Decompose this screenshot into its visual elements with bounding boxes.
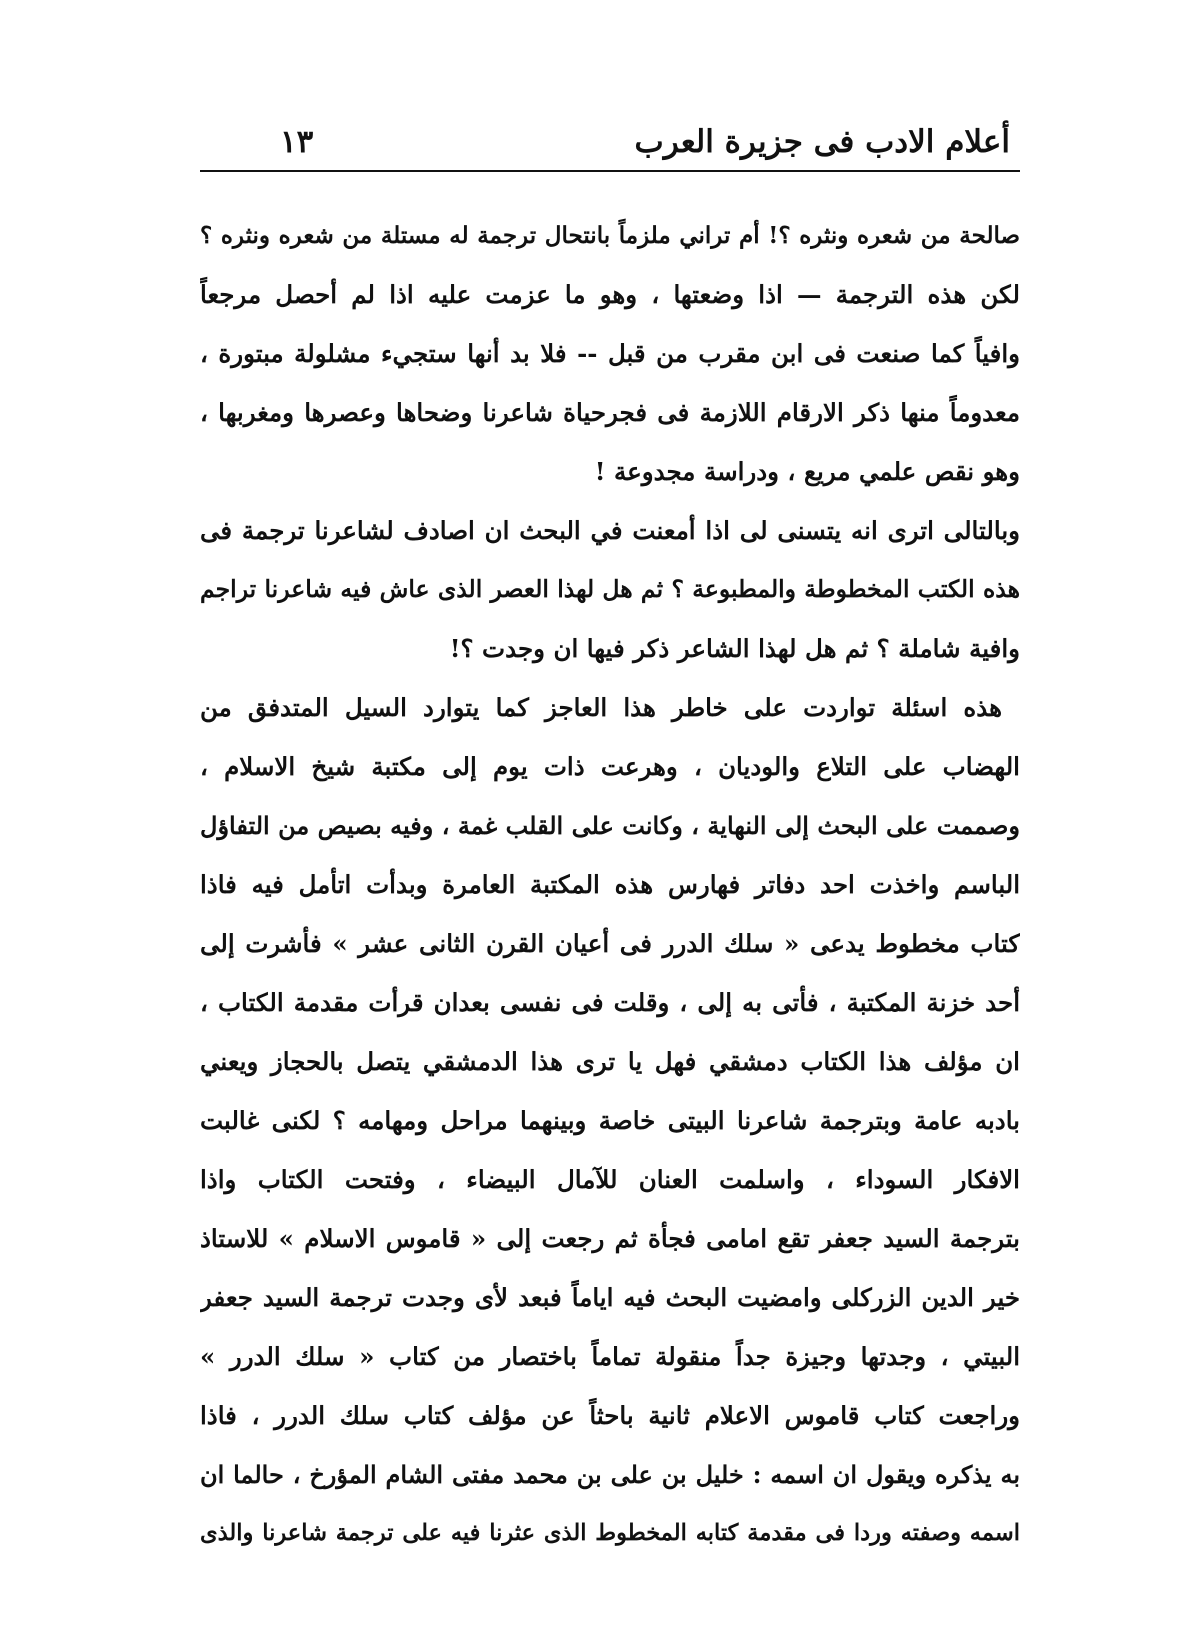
text-line: صالحة من شعره ونثره ؟! أم تراني ملزماً بانتحال ترجمة له مستلة من شعره ونثره ؟ <box>200 222 1020 249</box>
text-line: وافياً كما صنعت فى ابن مقرب من قبل -- فلا بد أنها ستجيء مشلولة مبتورة ، <box>200 339 1020 368</box>
text-line: أحد خزنة المكتبة ، فأتى به إلى ، وقلت فى نفسى بعدان قرأت مقدمة الكتاب ، <box>200 988 1020 1017</box>
text-line: به يذكره ويقول ان اسمه : خليل بن على بن محمد مفتى الشام المؤرخ ، حالما ان <box>200 1460 1020 1489</box>
text-line: كتاب مخطوط يدعى « سلك الدرر فى أعيان القرن الثانى عشر » فأشرت إلى <box>200 929 1020 958</box>
body-text <box>200 206 1020 1563</box>
text-line: هذه الكتب المخطوطة والمطبوعة ؟ ثم هل لهذا العصر الذى عاش فيه شاعرنا تراجم <box>200 575 1020 603</box>
text-line: الافكار السوداء ، واسلمت العنان للآمال البيضاء ، وفتحت الكتاب واذا <box>200 1165 1020 1194</box>
text-line: خير الدين الزركلى وامضيت البحث فيه اياماً فبعد لأى وجدت ترجمة السيد جعفر <box>200 1283 1020 1312</box>
text-line: الهضاب على التلاع والوديان ، وهرعت ذات يوم إلى مكتبة شيخ الاسلام ، <box>200 752 1020 781</box>
text-line: وبالتالى اترى انه يتسنى لى اذا أمعنت في البحث ان اصادف لشاعرنا ترجمة فى <box>200 516 1020 545</box>
text-line: وصممت على البحث إلى النهاية ، وكانت على القلب غمة ، وفيه بصيص من التفاؤل <box>200 811 1020 840</box>
text-line: البيتي ، وجدتها وجيزة جداً منقولة تماماً باختصار من كتاب « سلك الدرر » <box>200 1342 1020 1371</box>
text-line: لكن هذه الترجمة — اذا وضعتها ، وهو ما عزمت عليه اذا لم أحصل مرجعاً <box>200 280 1020 309</box>
text-line: بادبه عامة وبترجمة شاعرنا البيتى خاصة وبينهما مراحل ومهامه ؟ لكنى غالبت <box>200 1106 1020 1135</box>
text-line: اسمه وصفته وردا فى مقدمة كتابه المخطوط الذى عثرنا فيه على ترجمة شاعرنا والذى <box>200 1520 1020 1546</box>
text-line: الباسم واخذت احد دفاتر فهارس هذه المكتبة العامرة وبدأت اتأمل فيه فاذا <box>200 870 1020 899</box>
book-page <box>200 108 1020 1563</box>
text-line: بترجمة السيد جعفر تقع امامى فجأة ثم رجعت إلى « قاموس الاسلام » للاستاذ <box>200 1224 1020 1253</box>
header-divider <box>200 170 1020 172</box>
text-line: معدوماً منها ذكر الارقام اللازمة فى فجرحياة شاعرنا وضحاها وعصرها ومغربها ، <box>200 398 1020 427</box>
running-header <box>200 108 1020 160</box>
text-line: وهو نقص علمي مريع ، ودراسة مجدوعة ! <box>594 457 1020 486</box>
text-line: ان مؤلف هذا الكتاب دمشقي فهل يا ترى هذا الدمشقي يتصل بالحجاز ويعني <box>200 1047 1020 1076</box>
page-number: ١٣ <box>280 124 314 160</box>
book-title: أعلام الادب فى جزيرة العرب <box>634 124 1010 160</box>
text-line: وافية شاملة ؟ ثم هل لهذا الشاعر ذكر فيها ان وجدت ؟! <box>449 634 1020 663</box>
text-line: هذه اسئلة تواردت على خاطر هذا العاجز كما يتوارد السيل المتدفق من <box>200 693 1002 722</box>
text-line: وراجعت كتاب قاموس الاعلام ثانية باحثاً عن مؤلف كتاب سلك الدرر ، فاذا <box>200 1401 1020 1430</box>
